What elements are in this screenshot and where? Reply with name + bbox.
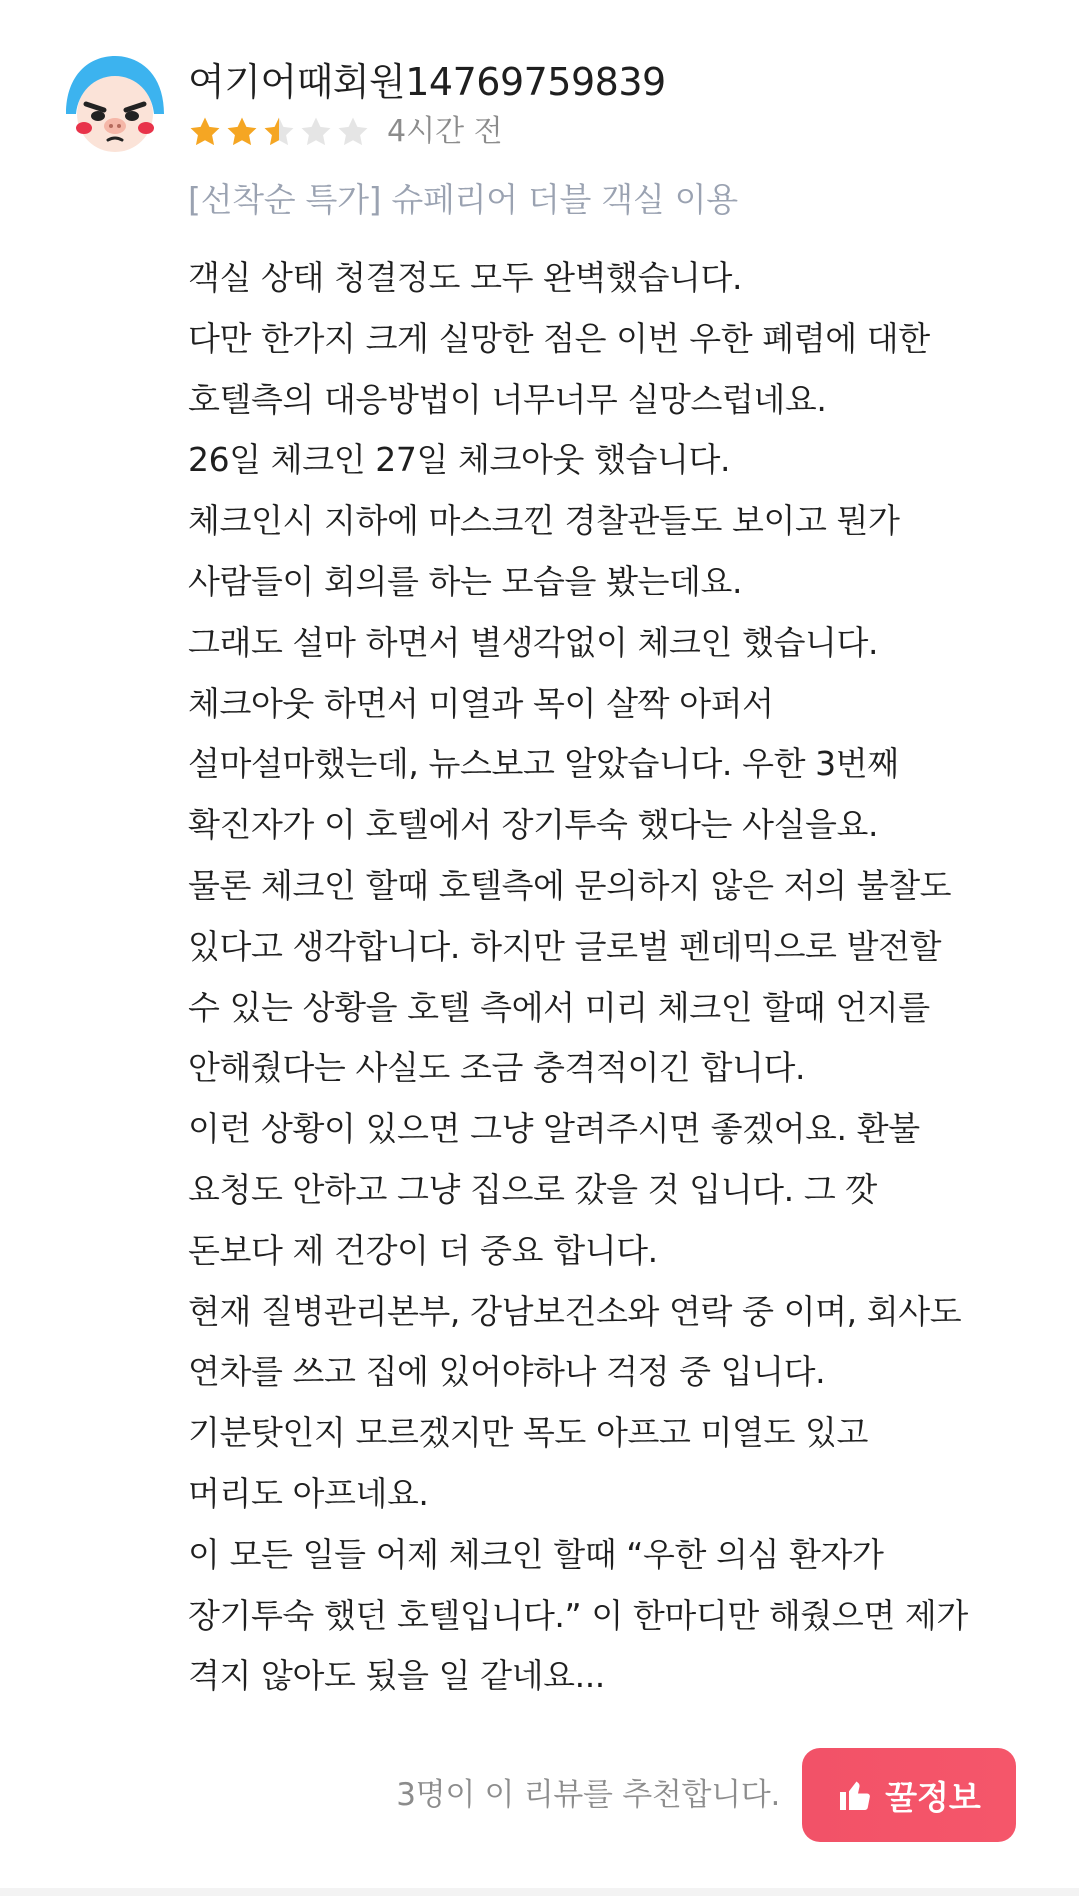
review-line: 장기투숙 했던 호텔입니다.” 이 한마디만 해줬으면 제가	[188, 1595, 968, 1635]
review-line: 기분탓인지 모르겠지만 목도 아프고 미열도 있고	[188, 1413, 869, 1453]
star-empty-icon	[336, 115, 370, 149]
review-line: 돈보다 제 건강이 더 중요 합니다.	[188, 1230, 658, 1270]
review-line: 요청도 안하고 그냥 집으로 갔을 것 입니다. 그 깟	[188, 1169, 877, 1209]
review-line: 격지 않아도 됬을 일 같네요...	[188, 1656, 605, 1696]
star-filled-icon	[225, 115, 259, 149]
review-line: 사람들이 회의를 하는 모습을 봤는데요.	[188, 561, 743, 601]
review-line: 다만 한가지 크게 실망한 점은 이번 우한 폐렴에 대한	[188, 318, 930, 358]
review-line: 있다고 생각합니다. 하지만 글로벌 펜데믹으로 발전할	[188, 926, 942, 966]
review-line: 물론 체크인 할때 호텔측에 문의하지 않은 저의 불찰도	[188, 865, 952, 905]
review-line: 현재 질병관리본부, 강남보건소와 연락 중 이며, 회사도	[188, 1291, 962, 1331]
tip-recommend-button[interactable]	[802, 1748, 1016, 1842]
review-line: 그래도 설마 하면서 별생각없이 체크인 했습니다.	[188, 622, 879, 662]
user-avatar[interactable]	[62, 52, 168, 158]
star-filled-icon	[188, 115, 222, 149]
review-line: 설마설마했는데, 뉴스보고 알았습니다. 우한 3번째	[188, 744, 899, 784]
review-line: 26일 체크인 27일 체크아웃 했습니다.	[188, 440, 731, 480]
review-line: 이런 상황이 있으면 그냥 알려주시면 좋겠어요. 환불	[188, 1109, 920, 1149]
reviewer-username: 여기어때회원14769759839	[188, 60, 666, 104]
thumbs-up-icon	[837, 1777, 873, 1813]
recommend-count-text: 3명이 이 리뷰를 추천합니다.	[396, 1777, 780, 1813]
room-type-label: [선착순 특가] 슈페리어 더블 객실 이용	[188, 180, 738, 219]
star-empty-icon	[299, 115, 333, 149]
review-line: 수 있는 상황을 호텔 측에서 미리 체크인 할때 언지를	[188, 987, 930, 1027]
review-line: 호텔측의 대응방법이 너무너무 실망스럽네요.	[188, 379, 827, 419]
review-footer	[0, 1748, 1016, 1842]
review-line: 안해줬다는 사실도 조금 충격적이긴 합니다.	[188, 1048, 806, 1088]
review-line: 머리도 아프네요.	[188, 1473, 429, 1513]
tip-button-label: 꿀정보	[885, 1777, 981, 1817]
star-rating	[188, 115, 373, 149]
review-line: 객실 상태 청결정도 모두 완벽했습니다.	[188, 258, 743, 297]
review-time: 4시간 전	[387, 114, 503, 149]
rating-row	[188, 110, 503, 154]
avatar-character-icon	[62, 52, 168, 158]
review-line: 연차를 쓰고 집에 있어야하나 걱정 중 입니다.	[188, 1352, 826, 1392]
review-line: 체크아웃 하면서 미열과 목이 살짝 아퍼서	[188, 683, 774, 723]
review-line: 확진자가 이 호텔에서 장기투숙 했다는 사실을요.	[188, 805, 879, 845]
review-line: 이 모든 일들 어제 체크인 할때 “우한 의심 환자가	[188, 1534, 884, 1574]
star-half-icon	[262, 115, 296, 149]
review-text	[188, 248, 1048, 1707]
review-line: 체크인시 지하에 마스크낀 경찰관들도 보이고 뭔가	[188, 501, 900, 541]
section-divider	[0, 1888, 1079, 1896]
